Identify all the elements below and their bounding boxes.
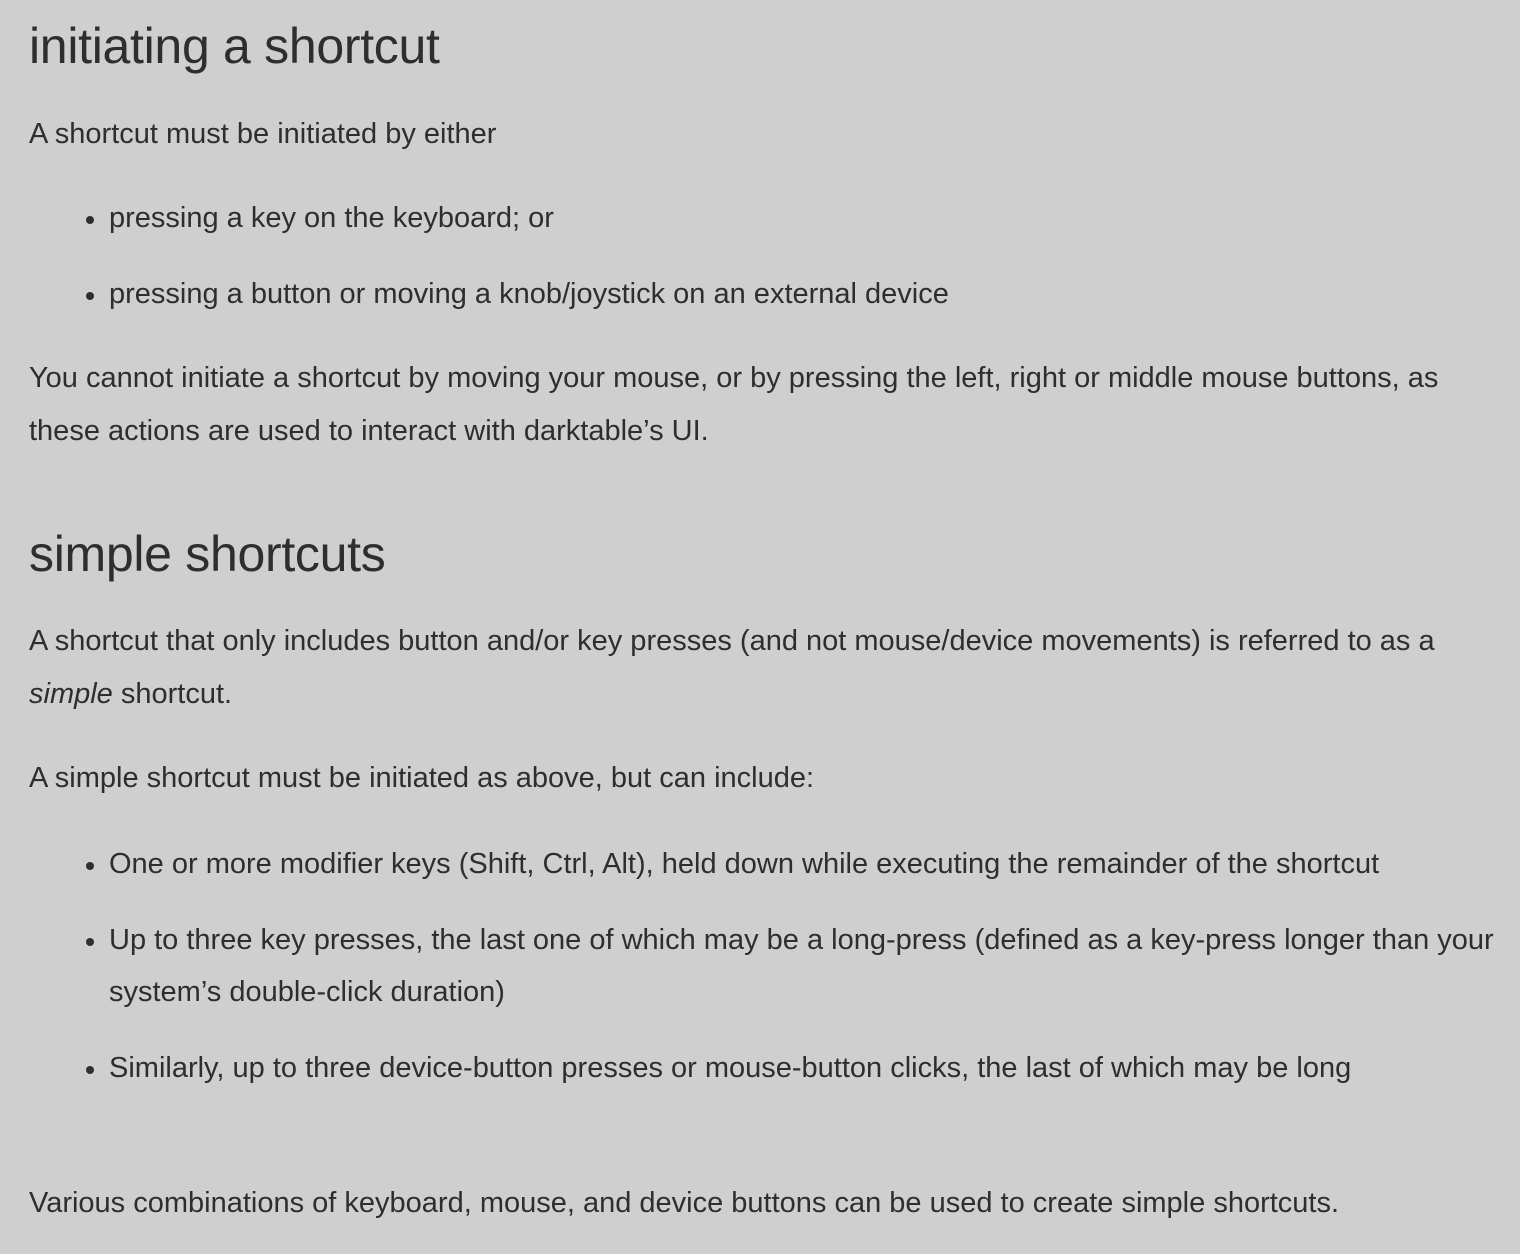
- section-heading-simple: simple shortcuts: [29, 526, 386, 582]
- paragraph-simple-definition: [29, 615, 1500, 721]
- paragraph-initiation-intro: A shortcut must be initiated by either: [29, 118, 497, 150]
- initiation-methods-list: [29, 192, 1500, 320]
- list-item: pressing a key on the keyboard; or: [109, 192, 1500, 244]
- definition-emphasis: simple: [29, 678, 113, 710]
- definition-text-after: shortcut.: [112, 678, 233, 710]
- list-item: Similarly, up to three device-button presses or mouse-button clicks, the last of which may be long: [109, 1042, 1500, 1094]
- list-item: pressing a button or moving a knob/joystick on an external device: [109, 268, 1500, 320]
- paragraph-simple-intro: A simple shortcut must be initiated as above, but can include:: [29, 762, 815, 794]
- paragraph-mouse-note: You cannot initiate a shortcut by moving your mouse, or by pressing the left, right or middle mouse buttons, as these actions are used to interact with darktable’s UI.: [29, 362, 1439, 447]
- section-heading-initiating: initiating a shortcut: [29, 18, 440, 74]
- simple-shortcut-features-list: [29, 838, 1500, 1094]
- list-item: One or more modifier keys (Shift, Ctrl, Alt), held down while executing the remainder of the shortcut: [109, 838, 1500, 890]
- definition-text-before: A shortcut that only includes button and/or key presses (and not mouse/device movements) is referred to as a: [29, 625, 1435, 657]
- list-item: Up to three key presses, the last one of which may be a long-press (defined as a key-press longer than your system’s double-click duration): [109, 914, 1500, 1018]
- paragraph-closing: Various combinations of keyboard, mouse, and device buttons can be used to create simple shortcuts.: [29, 1187, 1340, 1219]
